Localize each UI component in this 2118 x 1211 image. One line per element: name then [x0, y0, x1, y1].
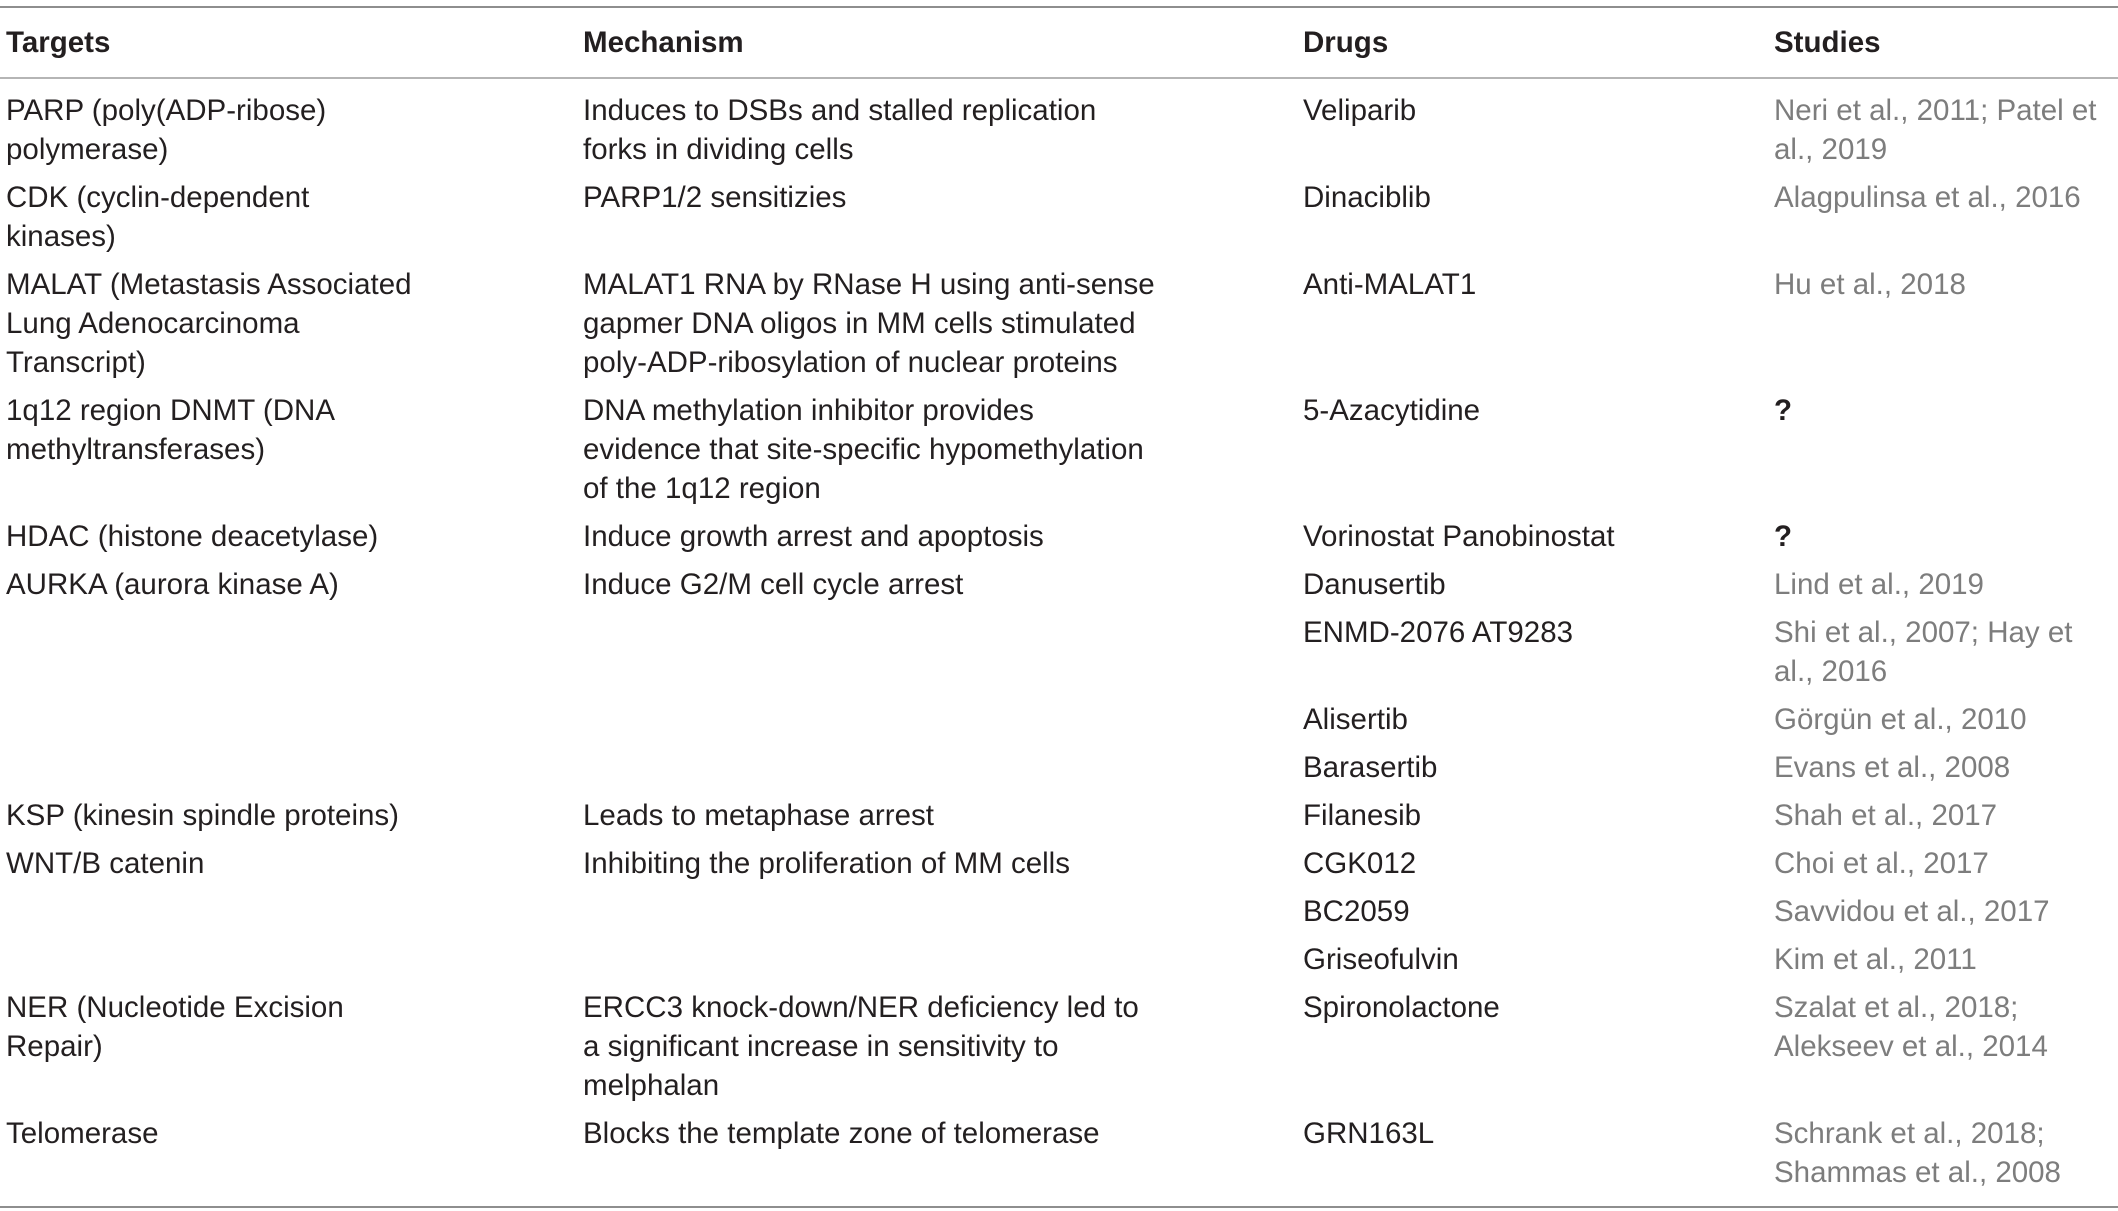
drug-cell: Veliparib: [1303, 94, 1417, 127]
mechanism-cell: Induces to DSBs and stalled replication forks in dividing cells: [583, 94, 1097, 166]
study-cell: Savvidou et al., 2017: [1774, 895, 2050, 928]
mechanism-cell: Induce growth arrest and apoptosis: [583, 520, 1044, 553]
table-row: [0, 748, 2118, 796]
table-row: [0, 613, 2118, 700]
table-row: [0, 565, 2118, 613]
mechanism-cell: Inhibiting the proliferation of MM cells: [583, 847, 1070, 880]
unknown-study-mark: ?: [1774, 520, 1793, 553]
target-cell: MALAT (Metastasis Associated Lung Adenocarcinoma Transcript): [6, 268, 412, 379]
mechanism-cell: ERCC3 knock-down/NER deficiency led to a significant increase in sensitivity to melphalan: [583, 991, 1139, 1102]
target-cell: Telomerase: [6, 1117, 159, 1150]
study-cell: Evans et al., 2008: [1774, 751, 2011, 784]
mechanism-cell: Blocks the template zone of telomerase: [583, 1117, 1100, 1150]
drug-cell: Alisertib: [1303, 703, 1408, 736]
mechanism-cell: [577, 748, 1297, 796]
mechanism-cell: Induce G2/M cell cycle arrest: [583, 568, 964, 601]
header-row: [0, 7, 2118, 78]
unknown-study-mark: ?: [1774, 394, 1793, 427]
study-cell: Szalat et al., 2018; Alekseev et al., 2014: [1774, 991, 2048, 1063]
drug-cell: Spironolactone: [1303, 991, 1500, 1024]
drug-cell: Filanesib: [1303, 799, 1422, 832]
drug-cell: GRN163L: [1303, 1117, 1435, 1150]
target-cell: NER (Nucleotide Excision Repair): [6, 991, 344, 1063]
study-cell: Görgün et al., 2010: [1774, 703, 2027, 736]
table-header: [0, 7, 2118, 78]
mechanism-cell: [577, 613, 1297, 700]
mechanism-cell: MALAT1 RNA by RNase H using anti-sense gapmer DNA oligos in MM cells stimulated poly-ADP-ribosylation of nuclear proteins: [583, 268, 1155, 379]
drug-cell: 5-Azacytidine: [1303, 394, 1481, 427]
table-row: [0, 78, 2118, 178]
study-cell: Lind et al., 2019: [1774, 568, 1984, 601]
target-cell: 1q12 region DNMT (DNA methyltransferases): [6, 394, 334, 466]
drug-cell: BC2059: [1303, 895, 1410, 928]
study-cell: [1768, 391, 2118, 517]
drug-targets-table: [0, 6, 2118, 1208]
drug-cell: ENMD-2076 AT9283: [1303, 616, 1574, 649]
target-cell: KSP (kinesin spindle proteins): [6, 799, 399, 832]
drug-cell: Griseofulvin: [1303, 943, 1459, 976]
table-row: [0, 265, 2118, 391]
target-cell: [0, 940, 577, 988]
header-drugs: Drugs: [1297, 7, 1768, 78]
header-mechanism: Mechanism: [577, 7, 1297, 78]
table-row: [0, 940, 2118, 988]
study-cell: Kim et al., 2011: [1774, 943, 1977, 976]
drug-cell: Vorinostat Panobinostat: [1303, 520, 1615, 553]
mechanism-cell: [577, 892, 1297, 940]
study-cell: Neri et al., 2011; Patel et al., 2019: [1774, 94, 2097, 166]
mechanism-cell: PARP1/2 sensitizies: [583, 181, 847, 214]
table-row: [0, 1114, 2118, 1207]
table-row: [0, 988, 2118, 1114]
table-body: [0, 78, 2118, 1207]
study-cell: Shi et al., 2007; Hay et al., 2016: [1774, 616, 2073, 688]
table-row: [0, 892, 2118, 940]
table-row: [0, 178, 2118, 265]
target-cell: WNT/B catenin: [6, 847, 205, 880]
table-row: [0, 700, 2118, 748]
mechanism-cell: Leads to metaphase arrest: [583, 799, 934, 832]
study-cell: Choi et al., 2017: [1774, 847, 1989, 880]
drug-cell: Dinaciblib: [1303, 181, 1431, 214]
table-row: [0, 391, 2118, 517]
study-cell: [1768, 517, 2118, 565]
target-cell: AURKA (aurora kinase A): [6, 568, 339, 601]
target-cell: [0, 613, 577, 700]
drug-cell: Anti-MALAT1: [1303, 268, 1477, 301]
drug-cell: Barasertib: [1303, 751, 1438, 784]
study-cell: Schrank et al., 2018; Shammas et al., 2008: [1774, 1117, 2061, 1189]
header-studies: Studies: [1768, 7, 2118, 78]
study-cell: Shah et al., 2017: [1774, 799, 1998, 832]
target-cell: [0, 700, 577, 748]
mechanism-cell: [577, 940, 1297, 988]
mechanism-cell: DNA methylation inhibitor provides evidence that site-specific hypomethylation of the 1q12 region: [583, 394, 1144, 505]
mechanism-cell: [577, 700, 1297, 748]
header-targets: Targets: [0, 7, 577, 78]
target-cell: [0, 748, 577, 796]
drug-cell: Danusertib: [1303, 568, 1446, 601]
target-cell: PARP (poly(ADP-ribose) polymerase): [6, 94, 327, 166]
target-cell: CDK (cyclin-dependent kinases): [6, 181, 310, 253]
drug-cell: CGK012: [1303, 847, 1417, 880]
target-cell: [0, 892, 577, 940]
study-cell: Hu et al., 2018: [1774, 268, 1966, 301]
table-row: [0, 517, 2118, 565]
target-cell: HDAC (histone deacetylase): [6, 520, 379, 553]
table-row: [0, 844, 2118, 892]
table-row: [0, 796, 2118, 844]
study-cell: Alagpulinsa et al., 2016: [1774, 181, 2081, 214]
